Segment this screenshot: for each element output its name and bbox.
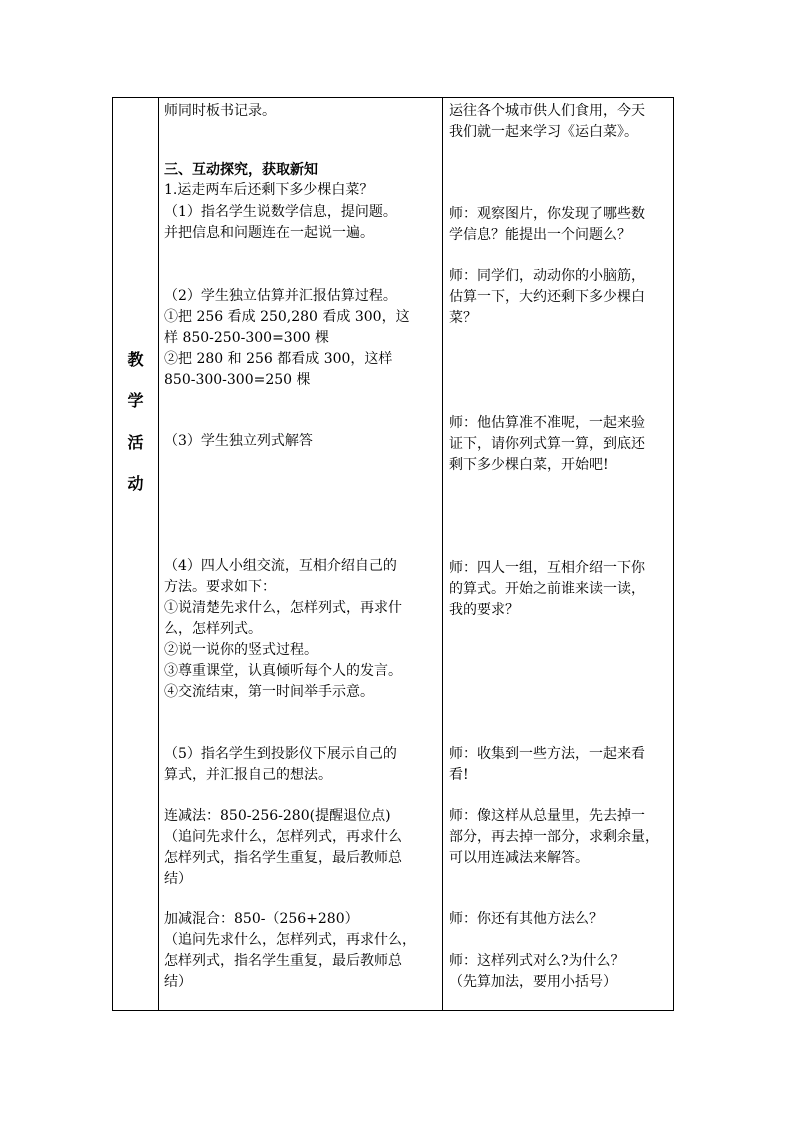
mid-line: （5）指名学生到投影仪下展示自己的: [164, 746, 397, 762]
mid-line: 结）: [164, 871, 192, 887]
right-line: 可以用连减法来解答。: [449, 850, 589, 866]
right-line: 师：四人一组，互相介绍一下你: [449, 560, 645, 576]
mid-line: ①说清楚先求什么，怎样列式，再求什: [164, 600, 402, 616]
mid-line: 结）: [164, 974, 192, 990]
mid-line: 850-300-300=250 棵: [164, 372, 311, 388]
right-line: 的算式。开始之前谁来读一读，: [449, 581, 645, 597]
right-line: 菜？: [449, 310, 477, 326]
column-divider-left: [158, 98, 159, 1010]
right-line: 师：他估算准不准呢，一起来验: [449, 415, 645, 431]
mid-line: ②说一说你的竖式过程。: [164, 642, 318, 658]
mid-line: 方法。要求如下：: [164, 579, 276, 595]
right-line: 师：你还有其他方法么？: [449, 911, 603, 927]
section-heading: 三、互动探究，获取新知: [164, 162, 318, 178]
right-line: 师：收集到一些方法，一起来看: [449, 746, 645, 762]
side-label-char: 教: [127, 350, 144, 369]
mid-line: 么，怎样列式。: [164, 621, 262, 637]
right-line: 师：这样列式对么?为什么？: [449, 953, 625, 969]
mid-line: ③尊重课堂，认真倾听每个人的发言。: [164, 663, 402, 679]
right-line: 学信息？能提出一个问题么？: [449, 227, 631, 243]
side-label-char: 活: [127, 433, 144, 452]
right-line: 运往各个城市供人们食用，今天: [449, 103, 645, 119]
mid-line: 样 850-250-300=300 棵: [164, 330, 329, 346]
mid-line: （4）四人小组交流，互相介绍自己的: [164, 558, 397, 574]
mid-line: 加减混合：850-（256+280）: [164, 911, 359, 927]
mid-line: 并把信息和问题连在一起说一遍。: [164, 225, 374, 241]
mid-line: 连减法：850-256-280(提醒退位点): [164, 808, 391, 824]
side-label-char: 学: [127, 391, 144, 410]
mid-line: 怎样列式，指名学生重复，最后教师总: [164, 953, 402, 969]
mid-line: ④交流结束，第一时间举手示意。: [164, 684, 374, 700]
right-line: 证下，请你列式算一算，到底还: [449, 436, 645, 452]
right-line: 部分，再去掉一部分，求剩余量，: [449, 829, 659, 845]
mid-line: （追问先求什么，怎样列式，再求什么: [164, 829, 402, 845]
right-line: 师：同学们，动动你的小脑筋，: [449, 268, 645, 284]
mid-line: （1）指名学生说数学信息，提问题。: [164, 204, 397, 220]
mid-line: （2）学生独立估算并汇报估算过程。: [164, 288, 397, 304]
right-line: 师：像这样从总量里，先去掉一: [449, 808, 645, 824]
column-divider-right: [442, 98, 443, 1010]
mid-line: （3）学生独立列式解答: [164, 433, 313, 449]
lesson-plan-table: [112, 97, 674, 1011]
right-line: 我们就一起来学习《运白菜》。: [449, 124, 638, 140]
mid-line: ①把 256 看成 250,280 看成 300，这: [164, 309, 410, 325]
right-line: 剩下多少棵白菜，开始吧!: [449, 457, 609, 473]
mid-line: 怎样列式，指名学生重复，最后教师总: [164, 850, 402, 866]
right-line: 我的要求？: [449, 602, 519, 618]
question-title: 1.运走两车后还剩下多少棵白菜？: [164, 182, 374, 198]
right-line: 师：观察图片，你发现了哪些数: [449, 206, 645, 222]
right-line: （先算加法，要用小括号）: [449, 974, 617, 990]
right-line: 估算一下，大约还剩下多少棵白: [449, 289, 645, 305]
mid-line: （追问先求什么，怎样列式，再求什么，: [164, 932, 416, 948]
mid-line: 算式，并汇报自己的想法。: [164, 767, 332, 783]
mid-line: 师同时板书记录。: [164, 103, 276, 119]
right-line: 看!: [449, 767, 469, 783]
side-label-char: 动: [127, 474, 144, 493]
mid-line: ②把 280 和 256 都看成 300，这样: [164, 351, 393, 367]
